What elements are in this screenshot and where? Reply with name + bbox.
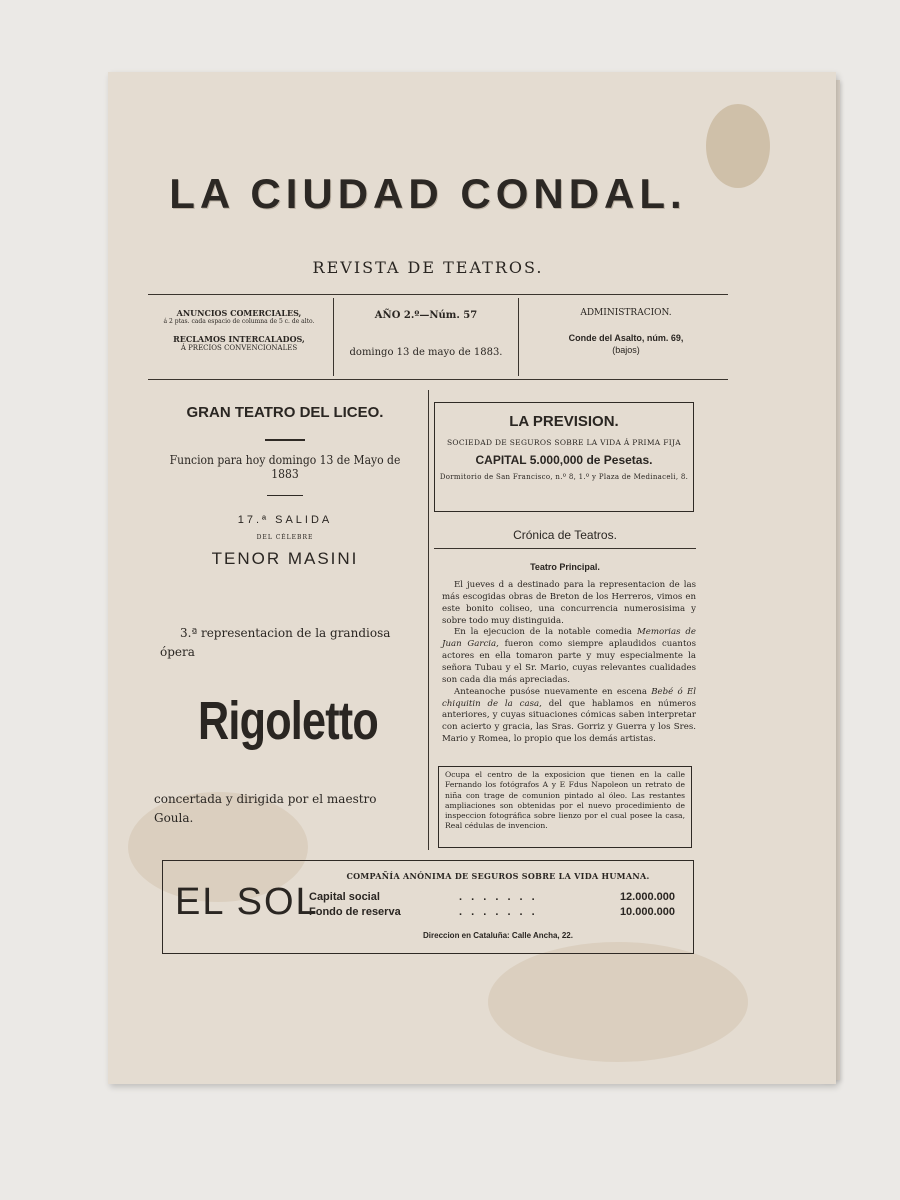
administration-address: Conde del Asalto, núm. 69, (568, 333, 684, 344)
advert-rates (148, 308, 330, 352)
cronica-rule (434, 548, 696, 549)
cronica-body (442, 580, 696, 746)
notice-text: Ocupa el centro de la exposicion que tienen en la calle Fernando los fotógrafos A y E Fdus Napoleon un retrato de niña con trage de comunion pintado al óleo. Las restantes ampliaciones son obtenidas por el nuevo procedimiento de inspeccion fotográfica sobre lienzo por el cual posee la casa, Real cédulas de invencion. (445, 770, 685, 831)
director-text (154, 790, 414, 828)
text-run: Anteanoche pusóse nuevamente en escena (454, 686, 652, 697)
play-title: Bebé ó El chiquitin de la casa, (442, 686, 696, 709)
representation-text (160, 624, 420, 662)
liceo-title: GRAN TEATRO DEL LICEO. (186, 404, 384, 421)
masthead-title: LA CIUDAD CONDAL. (169, 170, 687, 217)
info-divider (333, 298, 334, 376)
reserve-value: 10.000.000 (619, 906, 675, 918)
text-run: del que hablamos en números anteriores, y cuyas situaciones cómicas saben interpretar con acierto y gracia, las Sras. Gorriz y Guerra y los Sres. Mario y Romea, lo propio que los demás artistas. (442, 698, 696, 745)
short-rule (267, 495, 303, 496)
del-celebre: DEL CÉLEBRE (256, 534, 314, 541)
prevision-address: Dormitorio de San Francisco, n.º 8, 1.º y Plaza de Medinaceli, 8. (439, 473, 689, 481)
bottom-rule (148, 379, 728, 380)
director-line: concertada y dirigida por el maestro (154, 792, 377, 806)
leader-dots: . . . . . . . (459, 891, 538, 903)
administration-floor: (bajos) (612, 344, 640, 355)
tenor-name: TENOR MASINI (211, 549, 359, 568)
cronica-paragraph (442, 627, 696, 686)
prevision-tagline: SOCIEDAD DE SEGUROS SOBRE LA VIDA Á PRIMA FIJA (446, 438, 681, 447)
cronica-title: Crónica de Teatros. (513, 528, 617, 542)
cronica-paragraph (442, 687, 696, 746)
elsol-heading: COMPAÑÍA ANÓNIMA DE SEGUROS SOBRE LA VIDA HUMANA. (346, 871, 650, 881)
top-rule (148, 294, 728, 295)
elsol-capital-row (309, 891, 679, 903)
text-run: fueron como siempre aplaudidos cuantos actores en ella tomaron parte y muy especialmente la señora Tubau y el Sr. Mario, cuyas relevantes cualidades son cada dia más apreciadas. (442, 639, 696, 685)
prevision-ad (434, 402, 694, 512)
liceo-announcement (158, 404, 412, 569)
elsol-reserve-row (309, 906, 679, 918)
ornament-rule (265, 439, 305, 441)
column-divider (428, 390, 429, 850)
prevision-capital: CAPITAL 5.000,000 de Pesetas. (475, 453, 653, 467)
photography-notice (438, 766, 692, 848)
opera-title: Rigoletto (198, 691, 378, 751)
issue-date: domingo 13 de mayo de 1883. (349, 346, 503, 358)
issue-number: AÑO 2.º—Núm. 57 (374, 310, 478, 321)
liceo-function: Funcion para hoy domingo 13 de Mayo de 1883 (169, 453, 401, 481)
issue-info (336, 310, 516, 359)
text-run: En la ejecucion de la notable comedia (454, 627, 637, 638)
prevision-title: LA PREVISION. (509, 413, 619, 430)
rep-line: 3.ª representacion de la grandiosa (180, 626, 391, 640)
capital-value: 12.000.000 (619, 891, 675, 903)
play-title: Memorias de Juan Garcia, (442, 627, 696, 650)
reclamos-heading: RECLAMOS INTERCALADOS, (173, 333, 305, 344)
elsol-address: Direccion en Cataluña: Calle Ancha, 22. (423, 931, 573, 940)
reclamos-price: Á PRECIOS CONVENCIONALES (180, 343, 298, 352)
stain (488, 942, 748, 1062)
advert-rate: á 2 ptas. cada espacio de columna de 5 c. de alto. (163, 318, 315, 325)
cronica-paragraph: El jueves d a destinado para la representacion de las más escogidas obras de Breton de los Herreros, vimos en este bonito coliseo, una concurrencia numerosisima y sobre todo muy distinguida. (442, 580, 696, 626)
elsol-name: EL SOL (175, 881, 319, 923)
newspaper-page (108, 72, 836, 1084)
rep-line: ópera (160, 645, 195, 660)
section-heading: Teatro Principal. (530, 562, 600, 572)
salida-number: 17.ª SALIDA (237, 514, 333, 526)
elsol-ad (162, 860, 694, 954)
capital-label: Capital social (309, 891, 380, 903)
administration-heading: ADMINISTRACION. (580, 308, 672, 318)
advert-heading: ANUNCIOS COMERCIALES, (176, 308, 302, 318)
masthead-subtitle: REVISTA DE TEATROS. (312, 258, 544, 277)
leader-dots: . . . . . . . (459, 906, 538, 918)
administration (520, 308, 732, 356)
info-divider (518, 298, 519, 376)
reserve-label: Fondo de reserva (309, 906, 401, 918)
director-line: Goula. (154, 811, 194, 826)
